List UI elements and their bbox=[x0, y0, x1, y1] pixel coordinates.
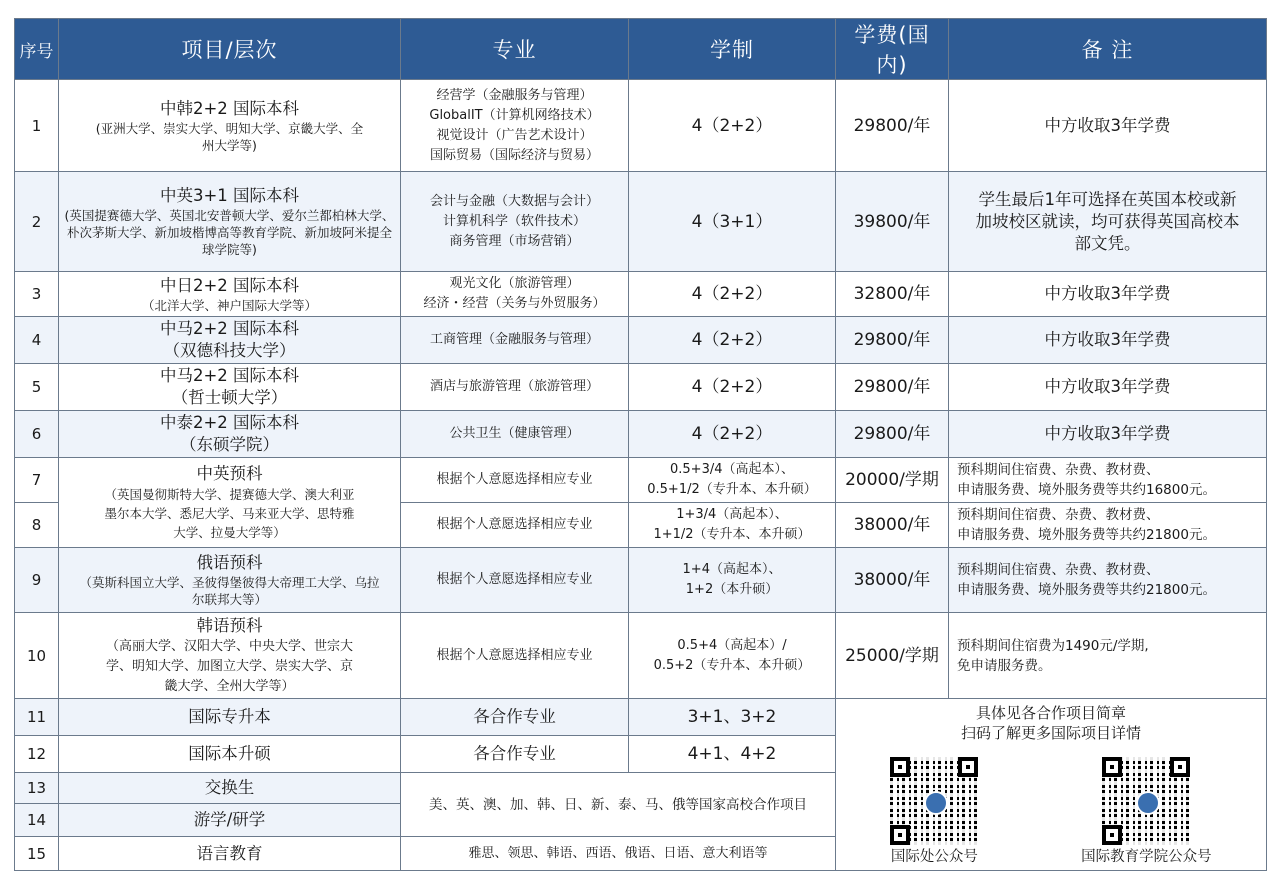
row-number: 6 bbox=[15, 411, 59, 458]
program-cell bbox=[59, 272, 401, 317]
note-cell bbox=[949, 613, 1267, 699]
table-row bbox=[15, 699, 1267, 736]
qr-finder bbox=[1170, 757, 1190, 777]
note-cell: 中方收取3年学费 bbox=[949, 364, 1267, 411]
qr-caption: 国际教育学院公众号 bbox=[1081, 849, 1212, 865]
qr-code-image[interactable] bbox=[890, 757, 978, 845]
major-item: 观光文化（旅游管理） bbox=[449, 276, 580, 291]
program-universities: （英国曼彻斯特大学、提赛德大学、澳大利亚墨尔本大学、悉尼大学、马来亚大学、思特雅大学、拉曼大学等） bbox=[104, 487, 355, 540]
row-number: 3 bbox=[15, 272, 59, 317]
major-cell bbox=[401, 80, 629, 172]
qr-finder bbox=[1102, 757, 1122, 777]
duration-line: 0.5+2（专升本、本升硕） bbox=[653, 657, 811, 673]
program-cell bbox=[59, 364, 401, 411]
fee-cell: 29800/年 bbox=[836, 80, 949, 172]
duration-line: 1+3/4（高起本）、 bbox=[676, 507, 788, 522]
program-cell bbox=[59, 458, 401, 548]
duration-line: 0.5+1/2（专升本、本升硕） bbox=[647, 482, 817, 497]
note-cell: 学生最后1年可选择在英国本校或新加坡校区就读，均可获得英国高校本部文凭。 bbox=[949, 172, 1267, 272]
qr-heading-1: 具体见各合作项目简章 bbox=[975, 704, 1126, 722]
qr-panel bbox=[836, 699, 1267, 871]
note-line: 预科期间住宿费、杂费、教材费、 bbox=[957, 462, 1160, 478]
row-number: 14 bbox=[15, 804, 59, 837]
qr-heading-2: 扫码了解更多国际项目详情 bbox=[960, 724, 1141, 742]
fee-cell: 29800/年 bbox=[836, 411, 949, 458]
table-row bbox=[15, 458, 1267, 503]
major-item: 计算机科学（软件技术） bbox=[442, 213, 586, 229]
note-cell bbox=[949, 548, 1267, 613]
row-number: 9 bbox=[15, 548, 59, 613]
program-cell bbox=[59, 411, 401, 458]
header-row bbox=[15, 19, 1267, 80]
row-number: 11 bbox=[15, 699, 59, 736]
program-title: 中马2+2 国际本科 bbox=[159, 366, 300, 385]
note-line: 申请服务费、境外服务费等共约21800元。 bbox=[957, 582, 1216, 598]
fee-cell: 39800/年 bbox=[836, 172, 949, 272]
duration-cell: 4（2+2） bbox=[629, 411, 836, 458]
major-item: 视觉设计（广告艺术设计） bbox=[436, 127, 593, 143]
program-title: 交换生 bbox=[59, 773, 401, 804]
row-number: 8 bbox=[15, 503, 59, 548]
header-note: 备 注 bbox=[949, 19, 1267, 80]
fee-cell: 25000/学期 bbox=[836, 613, 949, 699]
program-title: 语言教育 bbox=[59, 837, 401, 871]
major-item: 会计与金融（大数据与会计） bbox=[429, 193, 599, 209]
program-title: 韩语预科 bbox=[196, 615, 263, 635]
qr-item-office bbox=[890, 757, 978, 867]
fee-cell: 38000/年 bbox=[836, 548, 949, 613]
fee-cell: 20000/学期 bbox=[836, 458, 949, 503]
note-line: 免申请服务费。 bbox=[957, 657, 1052, 674]
program-cell bbox=[59, 317, 401, 364]
program-title: 俄语预科 bbox=[196, 553, 263, 572]
major-cell: 各合作专业 bbox=[401, 699, 629, 736]
table-row bbox=[15, 613, 1267, 699]
program-cell bbox=[59, 172, 401, 272]
program-universities: （哲士顿大学） bbox=[171, 388, 288, 407]
row-number: 1 bbox=[15, 80, 59, 172]
major-item: 国际贸易（国际经济与贸易） bbox=[429, 147, 599, 163]
program-title: 中英预科 bbox=[196, 464, 263, 483]
duration-line: 1+2（本升硕） bbox=[685, 582, 779, 597]
duration-cell bbox=[629, 458, 836, 503]
major-cell: 根据个人意愿选择相应专业 bbox=[401, 503, 629, 548]
note-cell: 中方收取3年学费 bbox=[949, 80, 1267, 172]
program-title: 中英3+1 国际本科 bbox=[159, 186, 300, 205]
header-program: 项目/层次 bbox=[59, 19, 401, 80]
qr-logo-icon bbox=[1136, 791, 1160, 815]
qr-logo-icon bbox=[924, 791, 948, 815]
duration-cell: 4（2+2） bbox=[629, 317, 836, 364]
program-title: 国际专升本 bbox=[59, 699, 401, 736]
program-title: 中韩2+2 国际本科 bbox=[159, 98, 300, 118]
note-line: 预科期间住宿费为1490元/学期, bbox=[957, 637, 1149, 654]
duration-cell bbox=[629, 613, 836, 699]
major-cell: 根据个人意愿选择相应专业 bbox=[401, 613, 629, 699]
note-cell: 中方收取3年学费 bbox=[949, 317, 1267, 364]
program-title: 游学/研学 bbox=[59, 804, 401, 837]
duration-cell: 3+1、3+2 bbox=[629, 699, 836, 736]
major-cell bbox=[401, 172, 629, 272]
major-cell bbox=[401, 272, 629, 317]
row-number: 2 bbox=[15, 172, 59, 272]
duration-line: 0.5+4（高起本）/ bbox=[677, 637, 787, 653]
duration-cell: 4（2+2） bbox=[629, 272, 836, 317]
qr-finder bbox=[890, 825, 910, 845]
program-universities: （高丽大学、汉阳大学、中央大学、世宗大学、明知大学、加图立大学、崇实大学、京畿大学、全州大学等） bbox=[105, 638, 353, 694]
program-table-container bbox=[14, 18, 1266, 871]
duration-line: 1+4（高起本）、 bbox=[682, 562, 782, 577]
fee-cell: 38000/年 bbox=[836, 503, 949, 548]
note-line: 申请服务费、境外服务费等共约16800元。 bbox=[957, 482, 1216, 498]
row-number: 12 bbox=[15, 736, 59, 773]
major-cell: 美、英、澳、加、韩、日、新、泰、马、俄等国家高校合作项目 bbox=[401, 773, 836, 837]
major-item: 经营学（金融服务与管理） bbox=[436, 87, 593, 103]
note-cell: 中方收取3年学费 bbox=[949, 411, 1267, 458]
program-universities: （莫斯科国立大学、圣彼得堡彼得大帝理工大学、乌拉尔联邦大等） bbox=[79, 575, 380, 607]
program-universities: （东硕学院） bbox=[180, 435, 279, 454]
major-item: 商务管理（市场营销） bbox=[449, 233, 580, 249]
qr-code-image[interactable] bbox=[1102, 757, 1190, 845]
note-line: 预科期间住宿费、杂费、教材费、 bbox=[957, 562, 1160, 578]
major-cell: 工商管理（金融服务与管理） bbox=[401, 317, 629, 364]
program-title: 国际本升硕 bbox=[59, 736, 401, 773]
duration-cell bbox=[629, 503, 836, 548]
major-item: 经济・经营（关务与外贸服务） bbox=[423, 296, 606, 311]
note-line: 申请服务费、境外服务费等共约21800元。 bbox=[957, 527, 1216, 543]
major-cell: 酒店与旅游管理（旅游管理） bbox=[401, 364, 629, 411]
duration-cell: 4+1、4+2 bbox=[629, 736, 836, 773]
duration-cell: 4（2+2） bbox=[629, 80, 836, 172]
note-cell: 中方收取3年学费 bbox=[949, 272, 1267, 317]
qr-caption: 国际处公众号 bbox=[890, 849, 978, 865]
major-cell: 各合作专业 bbox=[401, 736, 629, 773]
table-row bbox=[15, 272, 1267, 317]
major-cell: 根据个人意愿选择相应专业 bbox=[401, 548, 629, 613]
table-row bbox=[15, 317, 1267, 364]
header-fee: 学费(国内) bbox=[836, 19, 949, 80]
row-number: 5 bbox=[15, 364, 59, 411]
table-row bbox=[15, 411, 1267, 458]
duration-cell: 4（3+1） bbox=[629, 172, 836, 272]
note-line: 预科期间住宿费、杂费、教材费、 bbox=[957, 507, 1160, 523]
program-universities: （北洋大学、神户国际大学等） bbox=[141, 297, 317, 313]
major-cell: 根据个人意愿选择相应专业 bbox=[401, 458, 629, 503]
duration-line: 1+1/2（专升本、本升硕） bbox=[653, 527, 811, 542]
major-cell: 雅思、领思、韩语、西语、俄语、日语、意大利语等 bbox=[401, 837, 836, 871]
qr-finder bbox=[958, 757, 978, 777]
qr-finder bbox=[1102, 825, 1122, 845]
header-major: 专业 bbox=[401, 19, 629, 80]
fee-cell: 29800/年 bbox=[836, 364, 949, 411]
table-row bbox=[15, 80, 1267, 172]
row-number: 10 bbox=[15, 613, 59, 699]
header-duration: 学制 bbox=[629, 19, 836, 80]
table-row bbox=[15, 548, 1267, 613]
row-number: 15 bbox=[15, 837, 59, 871]
program-cell bbox=[59, 613, 401, 699]
qr-codes bbox=[839, 757, 1263, 867]
row-number: 4 bbox=[15, 317, 59, 364]
program-cell bbox=[59, 548, 401, 613]
program-title: 中日2+2 国际本科 bbox=[159, 275, 300, 295]
program-table bbox=[14, 18, 1267, 871]
table-row bbox=[15, 172, 1267, 272]
program-cell bbox=[59, 80, 401, 172]
table-row bbox=[15, 364, 1267, 411]
fee-cell: 29800/年 bbox=[836, 317, 949, 364]
fee-cell: 32800/年 bbox=[836, 272, 949, 317]
duration-cell bbox=[629, 548, 836, 613]
qr-finder bbox=[890, 757, 910, 777]
row-number: 7 bbox=[15, 458, 59, 503]
header-seq: 序号 bbox=[15, 19, 59, 80]
note-cell bbox=[949, 458, 1267, 503]
row-number: 13 bbox=[15, 773, 59, 804]
duration-cell: 4（2+2） bbox=[629, 364, 836, 411]
note-cell bbox=[949, 503, 1267, 548]
qr-item-college bbox=[1081, 757, 1212, 867]
program-universities: （双德科技大学） bbox=[163, 341, 296, 360]
program-universities: (英国提赛德大学、英国北安普顿大学、爱尔兰都柏林大学、朴次茅斯大学、新加坡楷博高等教育学院、新加坡阿米提全球学院等) bbox=[64, 208, 395, 257]
program-universities: (亚洲大学、崇实大学、明知大学、京畿大学、全州大学等) bbox=[95, 120, 364, 153]
major-cell: 公共卫生（健康管理） bbox=[401, 411, 629, 458]
major-item: GlobalIT（计算机网络技术） bbox=[429, 107, 600, 123]
duration-line: 0.5+3/4（高起本）、 bbox=[670, 462, 794, 477]
program-title: 中泰2+2 国际本科 bbox=[159, 413, 300, 432]
program-title: 中马2+2 国际本科 bbox=[159, 319, 300, 338]
